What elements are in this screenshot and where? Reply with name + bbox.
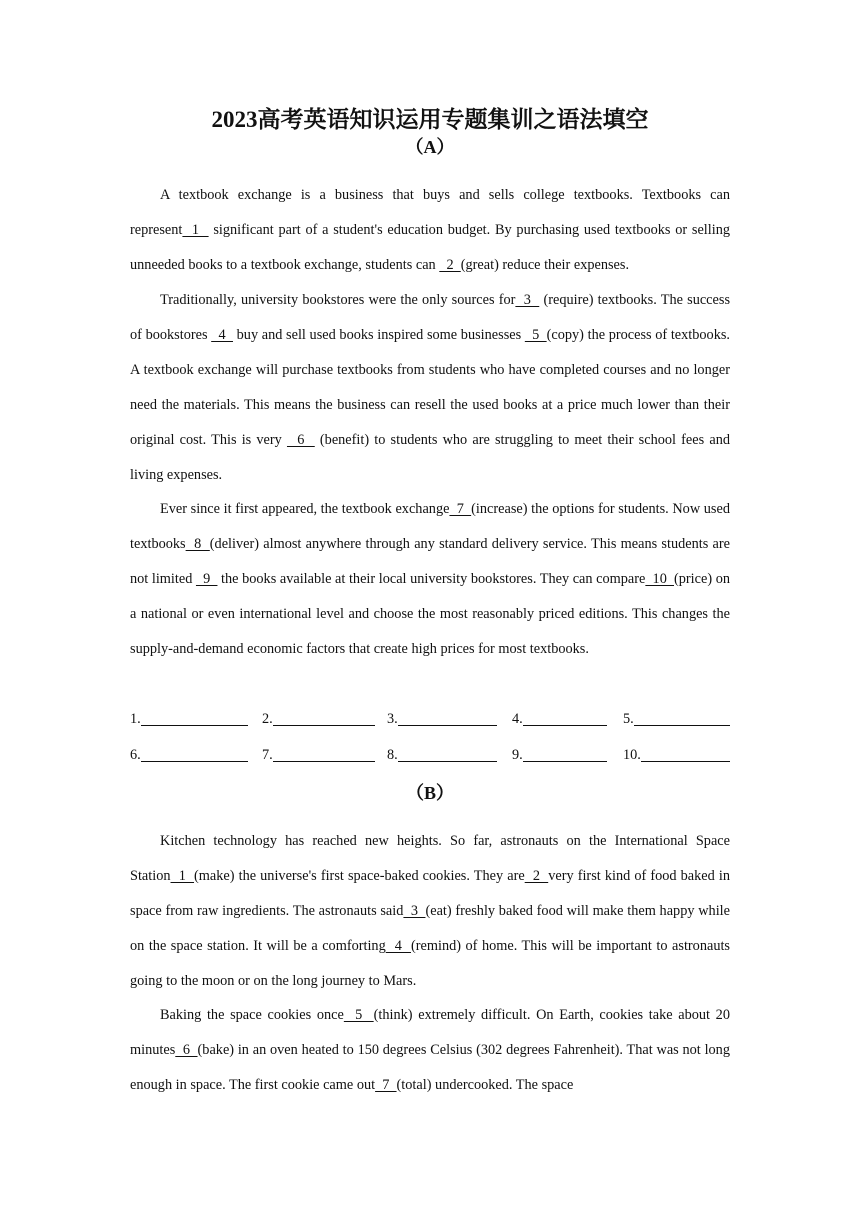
section-a-paragraph-2 <box>130 283 730 493</box>
paragraph-text: (total) undercooked. The space <box>396 1077 574 1093</box>
paragraph-text: buy and sell used books inspired some businesses <box>232 327 525 343</box>
blank-9: 9 <box>195 571 218 587</box>
paragraph-text: (think) extremely difficult. On Earth, cookies take about 20 minutes <box>130 1007 730 1058</box>
paragraph-text: significant part of a student's education budget. By purchasing used textbooks or selling unneeded books to a textbook exchange, students can <box>130 222 731 273</box>
paragraph-text: (make) the universe's first space-baked cookies. They are <box>194 868 525 884</box>
answer-number: 1. <box>130 711 141 727</box>
document-title: 2023高考英语知识运用专题集训之语法填空 <box>211 107 649 132</box>
section-b-label: （B） <box>405 783 454 803</box>
blank-6: 6 <box>175 1042 198 1058</box>
answer-line[interactable] <box>398 744 497 762</box>
paragraph-text: (increase) the options for students. Now used textbooks <box>130 501 730 552</box>
answer-line[interactable] <box>398 708 497 726</box>
blank-3: 3 <box>515 292 540 308</box>
blank-5: 5 <box>524 327 547 343</box>
blank-4: 4 <box>385 938 411 954</box>
answer-line[interactable] <box>634 708 730 726</box>
answer-number: 2. <box>262 711 273 727</box>
answer-number: 6. <box>130 747 141 763</box>
paragraph-text: Ever since it first appeared, the textbook exchange <box>160 501 450 517</box>
section-b-paragraph-2 <box>130 998 730 1103</box>
paragraph-text: (price) on a national or even international level and choose the most reasonably priced editions. This changes the supply-and-demand economic factors that create high prices for most textbooks. <box>130 571 730 657</box>
answer-number: 7. <box>262 747 273 763</box>
section-b-paragraph-1 <box>130 824 730 999</box>
answer-number: 8. <box>387 747 398 763</box>
paragraph-text: the books available at their local university bookstores. They can compare <box>217 571 646 587</box>
answer-number: 10. <box>623 747 641 763</box>
answer-number: 3. <box>387 711 398 727</box>
blank-3: 3 <box>403 903 426 919</box>
answer-line[interactable] <box>641 744 730 762</box>
paragraph-text: (bake) in an oven heated to 150 degrees Celsius (302 degrees Fahrenheit). That was not long enough in space. The first cookie came out <box>130 1042 730 1093</box>
blank-1: 1 <box>170 868 195 884</box>
answer-number: 5. <box>623 711 634 727</box>
paragraph-text: (remind) of home. This will be important to astronauts going to the moon or on the long journey to Mars. <box>130 938 730 989</box>
answer-field[interactable] <box>130 704 248 734</box>
answer-row-1 <box>130 704 730 734</box>
answer-number: 4. <box>512 711 523 727</box>
blank-1: 1 <box>182 222 209 238</box>
answer-line[interactable] <box>523 744 607 762</box>
answer-line[interactable] <box>273 744 375 762</box>
answer-line[interactable] <box>141 744 248 762</box>
paragraph-text: (require) textbooks. The success of bookstores <box>130 292 731 343</box>
blank-8: 8 <box>185 536 210 552</box>
blank-10: 10 <box>645 571 675 587</box>
paragraph-text: (benefit) to students who are struggling to meet their school fees and living expenses. <box>130 432 730 483</box>
answer-row-2 <box>130 740 730 770</box>
blank-5: 5 <box>343 1007 374 1023</box>
paragraph-text: Traditionally, university bookstores were the only sources for <box>160 292 516 308</box>
section-a-paragraph-3 <box>130 492 730 667</box>
blank-7: 7 <box>375 1077 397 1093</box>
paragraph-text: (copy) the process of textbooks. A textbook exchange will purchase textbooks from students who have completed courses and no longer need the materials. This means the business can resell the used books at a price much lower than their original cost. This is very <box>130 327 730 448</box>
paragraph-text: A textbook exchange is a business that buys and sells college textbooks. Textbooks can represent <box>130 187 730 238</box>
answer-field[interactable] <box>623 740 730 770</box>
answer-field[interactable] <box>623 704 730 734</box>
answer-line[interactable] <box>141 708 248 726</box>
blank-7: 7 <box>449 501 472 517</box>
blank-4: 4 <box>211 327 233 343</box>
answer-field[interactable] <box>262 704 375 734</box>
paragraph-text: (great) reduce their expenses. <box>460 257 630 273</box>
answer-field[interactable] <box>387 704 497 734</box>
paragraph-text: Baking the space cookies once <box>160 1007 344 1023</box>
answer-field[interactable] <box>387 740 497 770</box>
paragraph-text: very first kind of food baked in space from raw ingredients. The astronauts said <box>130 868 730 919</box>
answer-number: 9. <box>512 747 523 763</box>
blank-2: 2 <box>524 868 549 884</box>
section-a-label: （A） <box>405 137 455 157</box>
paragraph-text: (deliver) almost anywhere through any standard delivery service. This means students are not limited <box>130 536 730 587</box>
blank-2: 2 <box>439 257 461 273</box>
answer-line[interactable] <box>523 708 607 726</box>
answer-field[interactable] <box>512 740 607 770</box>
paragraph-text: (eat) freshly baked food will make them happy while on the space station. It will be a comforting <box>130 903 730 954</box>
section-a-paragraph-1 <box>130 178 730 283</box>
answer-field[interactable] <box>512 704 607 734</box>
answer-field[interactable] <box>262 740 375 770</box>
answer-line[interactable] <box>273 708 375 726</box>
paragraph-text: Kitchen technology has reached new heights. So far, astronauts on the International Space Station <box>130 833 730 884</box>
answer-field[interactable] <box>130 740 248 770</box>
blank-6: 6 <box>286 432 315 448</box>
